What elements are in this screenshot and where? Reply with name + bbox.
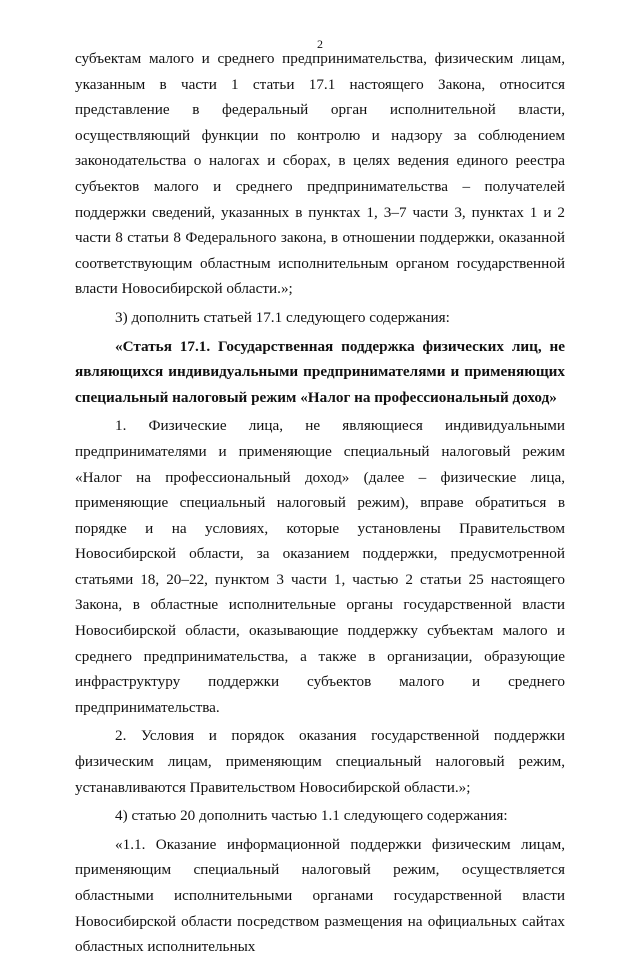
page-number: 2	[317, 37, 323, 51]
paragraph-item-4: 4) статью 20 дополнить частью 1.1 следующего содержания:	[115, 807, 508, 825]
paragraph-article-part-1: 1. Физические лица, не являющиеся индивидуальными предпринимателями и применяющие специальный налоговый режим «Налог на профессиональный доход» (далее – физические лица, применяющие специальный налоговый режим), вправе обратиться в порядке и на условиях, которые установлены Правительством Новосибирской области, за оказанием поддержки, предусмотренной статьями 18, 20–22, пунктом 3 части 1, частью 2 статьи 25 настоящего Закона, в областные исполнительные органы государственной власти Новосибирской области, оказывающие поддержку субъектам малого и среднего предпринимательства, а также в организации, образующие инфраструктуру поддержки субъектов малого и среднего предпринимательства.	[75, 417, 565, 716]
paragraph-article-part-2: 2. Условия и порядок оказания государственной поддержки физическим лицам, применяющим специальный налоговый режим, устанавливаются Правительством Новосибирской области.»;	[75, 727, 565, 796]
paragraph-part-1-1: «1.1. Оказание информационной поддержки физическим лицам, применяющим специальный налоговый режим, осуществляется областными исполнительными органами государственной власти Новосибирской области посредством размещения на официальных сайтах областных исполнительных	[75, 835, 565, 956]
article-heading: «Статья 17.1. Государственная поддержка физических лиц, не являющихся индивидуальными предпринимателями и применяющих специальный налоговый режим «Налог на профессиональный доход»	[75, 337, 565, 406]
paragraph-continuation: субъектам малого и среднего предпринимательства, физическим лицам, указанным в части 1 статьи 17.1 настоящего Закона, относится представление в федеральный орган исполнительной власти, осуществляющий функции по контролю и надзору за соблюдением законодательства о налогах и сборах, в целях ведения единого реестра субъектов малого и среднего предпринимательства – получателей поддержки сведений, указанных в пунктах 1, 3–7 части 3, пунктах 1 и 2 части 8 статьи 8 Федерального закона, в отношении поддержки, оказанной соответствующим областным исполнительным органом государственной власти Новосибирской области.»;	[75, 50, 565, 298]
paragraph-item-3: 3) дополнить статьей 17.1 следующего содержания:	[115, 308, 450, 326]
document-body	[75, 46, 565, 960]
